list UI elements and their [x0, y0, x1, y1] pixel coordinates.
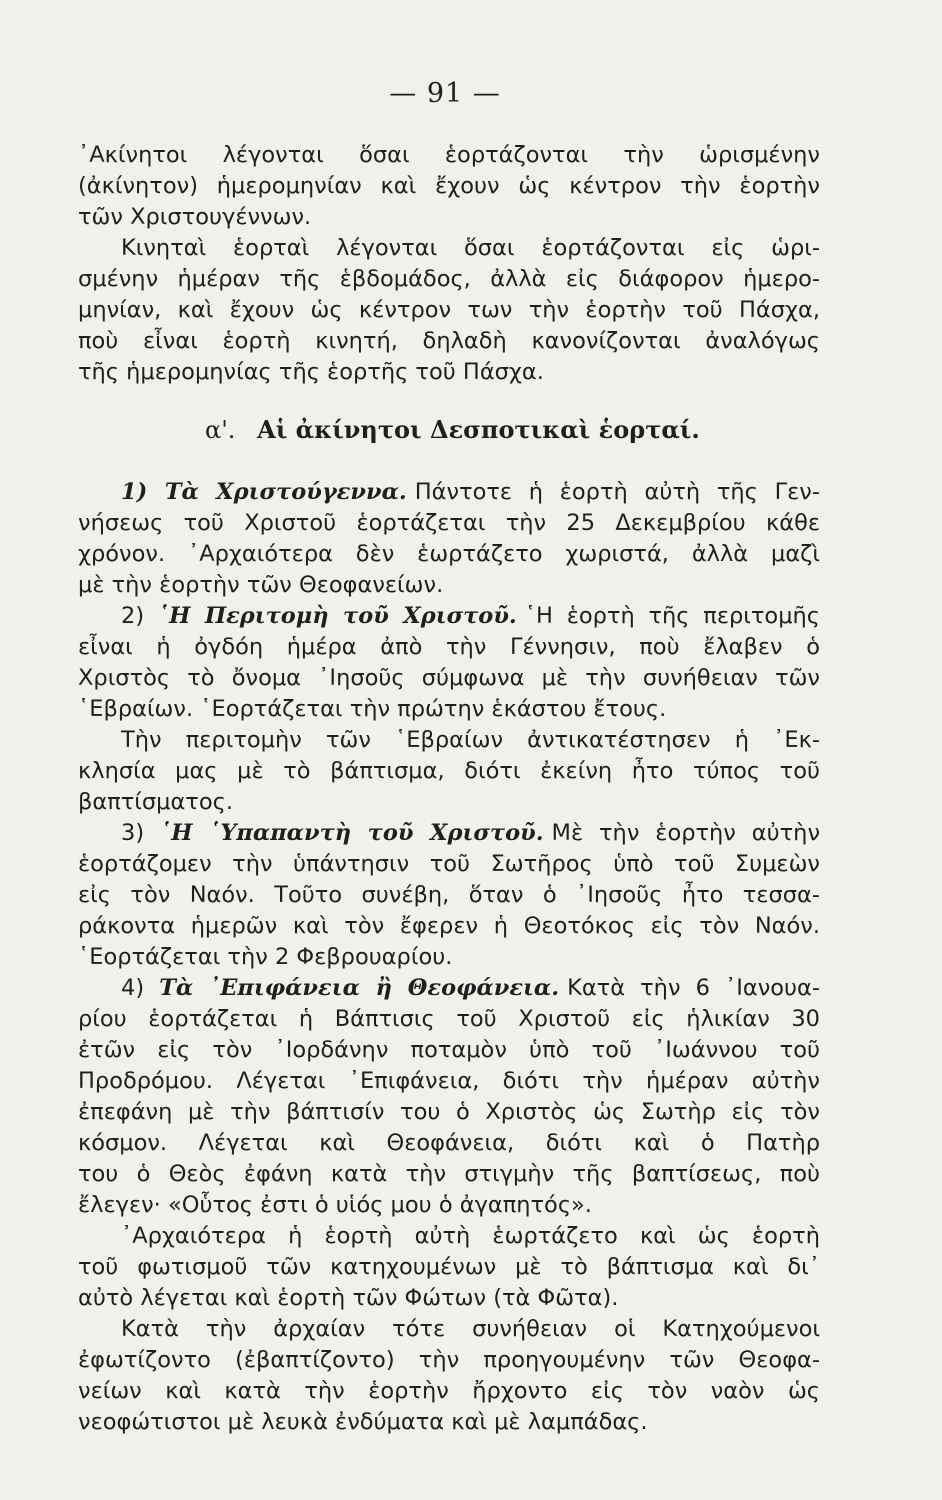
text-line: τῆς ἡμερομηνίας τῆς ἑορτῆς τοῦ Πάσχα.	[78, 359, 544, 385]
text-line: κόσμον. Λέγεται καὶ Θεοφάνεια, διότι καὶ ὁ Πατὴρ	[78, 1130, 820, 1156]
text-line: ράκοντα ἡμερῶν καὶ τὸν ἔφερεν ἡ Θεοτόκος εἰς τὸν Ναόν.	[78, 913, 820, 939]
text-line: ἐπεφάνη μὲ τὴν βάπτισίν του ὁ Χριστὸς ὡς Σωτὴρ εἰς τὸν	[78, 1099, 820, 1125]
text-line: μηνίαν, καὶ ἔχουν ὡς κέντρον των τὴν ἑορτὴν τοῦ Πάσχα,	[78, 297, 820, 323]
text-line: Χριστὸς τὸ ὄνομα ᾿Ιησοῦς σύμφωνα μὲ τὴν συνήθειαν τῶν	[78, 665, 820, 691]
item-title: ῾Η ῾Υπαπαντὴ τοῦ Χριστοῦ.	[160, 820, 544, 846]
item-text: Μὲ τὴν ἑορτὴν αὐτὴν	[551, 820, 821, 846]
text-line: του ὁ Θεὸς ἐφάνη κατὰ τὴν στιγμὴν τῆς βαπτίσεως, ποὺ	[78, 1161, 820, 1187]
section-number: α'.	[205, 416, 236, 444]
item-text: Κατὰ τὴν 6 ᾿Ιανουα-	[567, 975, 821, 1001]
item-title: 1) Τὰ Χριστούγεννα.	[121, 479, 407, 505]
section-heading	[205, 414, 700, 446]
text-line: ἔλεγεν· «Οὗτος ἐστι ὁ υἱός μου ὁ ἀγαπητός».	[78, 1192, 592, 1218]
page-number: — 91 —	[389, 78, 501, 109]
item-title: Τὰ ᾿Επιφάνεια ἢ Θεοφάνεια.	[159, 975, 560, 1001]
text-line: Κατὰ τὴν ἀρχαίαν τότε συνήθειαν οἱ Κατηχούμενοι	[121, 1316, 820, 1342]
item-christmas	[121, 477, 820, 508]
text-line: Κινηταὶ ἑορταὶ λέγονται ὅσαι ἑορτάζονται εἰς ὡρι-	[121, 235, 820, 261]
text-line: ἐτῶν εἰς τὸν ᾿Ιορδάνην ποταμὸν ὑπὸ τοῦ ᾿Ιωάννου τοῦ	[78, 1037, 820, 1063]
item-title: ῾Η Περιτομὴ τοῦ Χριστοῦ.	[157, 603, 517, 629]
text-line: ποὺ εἶναι ἑορτὴ κινητή, δηλαδὴ κανονίζονται ἀναλόγως	[78, 328, 820, 354]
text-line: ἑορτάζομεν τὴν ὑπάντησιν τοῦ Σωτῆρος ὑπὸ τοῦ Συμεὼν	[78, 851, 820, 877]
text-line: εἰς τὸν Ναόν. Τοῦτο συνέβη, ὅταν ὁ ᾿Ιησοῦς ἦτο τεσσα-	[78, 882, 820, 908]
text-line: ἐφωτίζοντο (ἐβαπτίζοντο) τὴν προηγουμένην τῶν Θεοφα-	[78, 1347, 820, 1373]
text-line: ρίου ἑορτάζεται ἡ Βάπτισις τοῦ Χριστοῦ εἰς ἡλικίαν 30	[78, 1006, 820, 1032]
text-line: Προδρόμου. Λέγεται ᾿Επιφάνεια, διότι τὴν ἡμέραν αὐτὴν	[78, 1068, 820, 1094]
text-line: ᾿Αρχαιότερα ἡ ἑορτὴ αὐτὴ ἑωρτάζετο καὶ ὡς ἑορτὴ	[121, 1223, 820, 1249]
text-line: νήσεως τοῦ Χριστοῦ ἑορτάζεται τὴν 25 Δεκεμβρίου κάθε	[78, 510, 820, 536]
text-line: τῶν Χριστουγέννων.	[78, 204, 312, 230]
text-line: σμένην ἡμέραν τῆς ἑβδομάδος, ἀλλὰ εἰς διάφορον ἡμερο-	[78, 266, 820, 292]
text-line: ῾Εβραίων. ῾Εορτάζεται τὴν πρώτην ἑκάστου ἔτους.	[78, 696, 667, 722]
text-line: βαπτίσματος.	[78, 789, 233, 815]
text-line: τοῦ φωτισμοῦ τῶν κατηχουμένων μὲ τὸ βάπτισμα καὶ δι᾿	[78, 1254, 820, 1280]
item-text: Πάντοτε ἡ ἑορτὴ αὐτὴ τῆς Γεν-	[414, 479, 820, 505]
text-line: (ἀκίνητον) ἡμερομηνίαν καὶ ἔχουν ὡς κέντρον τὴν ἑορτὴν	[78, 173, 820, 199]
text-line: νεοφώτιστοι μὲ λευκὰ ἐνδύματα καὶ μὲ λαμπάδας.	[78, 1409, 648, 1435]
item-text: ῾Η ἑορτὴ τῆς περιτομῆς	[524, 603, 820, 629]
item-number: 3)	[121, 820, 145, 846]
item-circumcision	[121, 601, 820, 632]
text-line: ῾Εορτάζεται τὴν 2 Φεβρουαρίου.	[78, 944, 453, 970]
text-line: αὐτὸ λέγεται καὶ ἑορτὴ τῶν Φώτων (τὰ Φῶτα).	[78, 1285, 619, 1311]
item-presentation	[121, 818, 820, 849]
item-number: 4)	[121, 975, 145, 1001]
text-line: κλησία μας μὲ τὸ βάπτισμα, διότι ἐκείνη ἦτο τύπος τοῦ	[78, 758, 820, 784]
text-line: Τὴν περιτομὴν τῶν ῾Εβραίων ἀντικατέστησεν ἡ ᾿Εκ-	[121, 727, 820, 753]
text-line: εἶναι ἡ ὀγδόη ἡμέρα ἀπὸ τὴν Γέννησιν, ποὺ ἔλαβεν ὁ	[78, 634, 820, 660]
text-line: νείων καὶ κατὰ τὴν ἑορτὴν ἤρχοντο εἰς τὸν ναὸν ὡς	[78, 1378, 820, 1404]
text-line: ᾿Ακίνητοι λέγονται ὅσαι ἑορτάζονται τὴν ὡρισμένην	[78, 142, 820, 168]
text-line: χρόνον. ᾿Αρχαιότερα δὲν ἑωρτάζετο χωριστά, ἀλλὰ μαζὶ	[78, 541, 820, 567]
item-number: 2)	[121, 603, 145, 629]
item-epiphany	[121, 973, 820, 1004]
text-line: μὲ τὴν ἑορτὴν τῶν Θεοφανείων.	[78, 572, 444, 598]
section-title: Αἱ ἀκίνητοι Δεσποτικαὶ ἑορταί.	[257, 415, 700, 444]
